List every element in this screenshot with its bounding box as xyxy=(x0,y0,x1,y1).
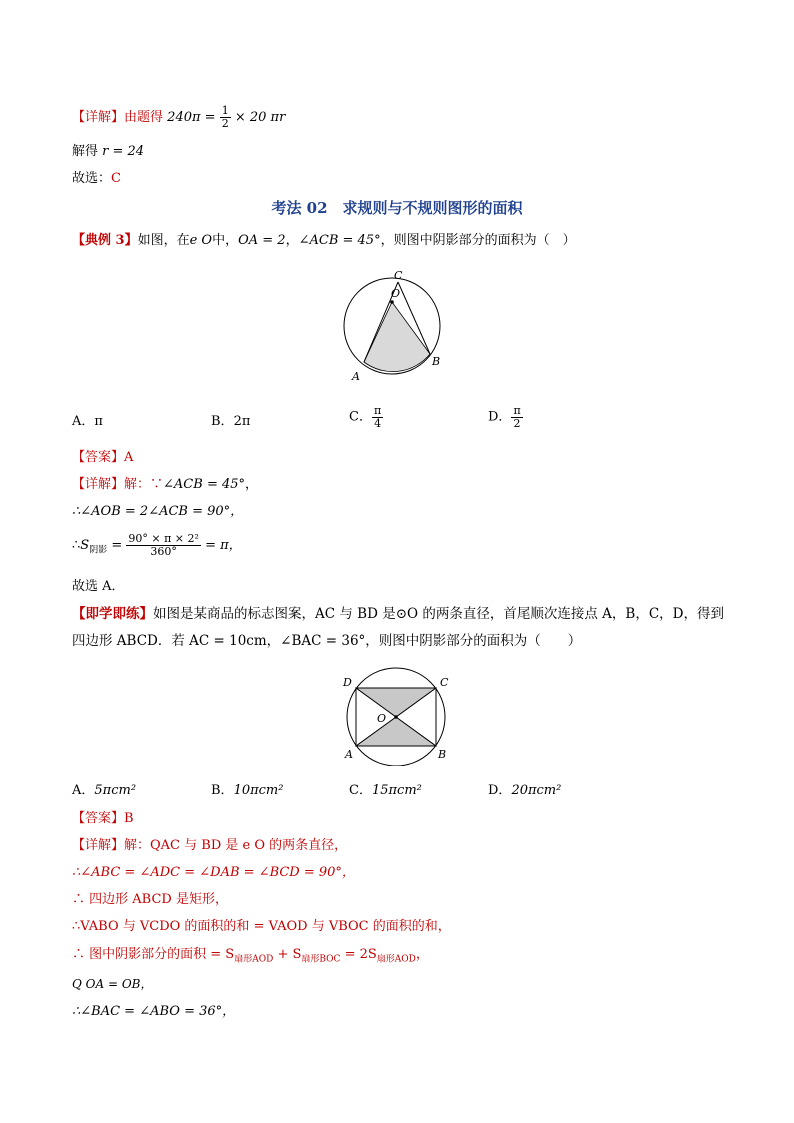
label-A: A xyxy=(352,370,360,383)
option-1-d: D． $\frac{\pi}{2}$ xyxy=(488,404,521,430)
shaded-triangle-bottom xyxy=(356,717,436,746)
label-A: A xyxy=(345,748,353,761)
option-2-c: C．15πcm² xyxy=(349,783,422,798)
detail-tag: 【详解】 xyxy=(72,110,125,125)
expr-left: 240π = xyxy=(167,110,216,125)
label-C: C xyxy=(440,676,449,689)
answer-2: 【答案】B xyxy=(72,811,134,826)
label-B: B xyxy=(432,355,441,368)
circle-sector-figure xyxy=(336,268,456,386)
rectangle-circle-figure xyxy=(336,666,456,766)
option-2-a: A．5πcm² xyxy=(72,783,137,798)
label-O: O xyxy=(391,287,401,300)
center-point xyxy=(394,715,398,719)
choose-line-1: 故选：C xyxy=(72,171,121,186)
shaded-sector xyxy=(364,302,430,372)
section-title: 考法 02 求规则与不规则图形的面积 xyxy=(271,199,523,217)
option-1-b: B．2π xyxy=(211,414,251,429)
option-2-b: B．10πcm² xyxy=(211,783,284,798)
fraction: $\frac{1}{2}$ xyxy=(221,104,229,130)
detail3-line-1: 【详解】解：QAC 与 BD 是 e O 的两条直径， xyxy=(72,838,348,853)
option-2-d: D．20πcm² xyxy=(488,783,562,798)
detail-line-1 xyxy=(72,105,285,130)
shaded-triangle-top xyxy=(356,688,436,717)
detail3-line-5: ∴ 图中阴影部分的面积 = $S_{扇形AOD} + S_{扇形BOC} = 2S_{扇形AOD}$， xyxy=(72,947,429,965)
expr-right: × 20 πr xyxy=(234,110,286,125)
choose-line-2: 故选 A． xyxy=(72,579,125,594)
label-D: D xyxy=(343,676,352,689)
detail2-line-1: 【详解】解：∵∠ACB = 45°， xyxy=(72,477,259,492)
center-point xyxy=(390,300,394,304)
option-1-c: C． $\frac{\pi}{4}$ xyxy=(349,404,382,430)
practice-line-2: 四边形 ABCD．若 AC = 10cm，∠BAC = 36°，则图中阴影部分的面积为（ ） xyxy=(72,633,582,649)
detail2-line-3: $\therefore S_{阴影}$ = $\frac{\text{90° × π × 2²}}{360^\circ}$ = π， xyxy=(72,532,242,558)
label-B: B xyxy=(438,748,447,761)
detail3-line-3: ∴ 四边形 ABCD 是矩形， xyxy=(72,892,228,907)
detail3-line-7: ∴∠BAC = ∠ABO = 36°， xyxy=(72,1004,236,1019)
example3-tag: 【典例 3】 xyxy=(72,233,138,248)
detail3-line-2: ∴∠ABC = ∠ADC = ∠DAB = ∠BCD = 90°， xyxy=(72,865,355,880)
solve-line: 解得 r = 24 xyxy=(72,144,145,159)
label-C: C xyxy=(394,269,403,282)
practice-line-1: 【即学即练】如图是某商品的标志图案，AC 与 BD 是⊙O 的两条直径，首尾顺次连接点 A，B，C，D，得到 xyxy=(72,606,724,622)
detail-text: 由题得 xyxy=(124,110,164,125)
label-O: O xyxy=(377,712,387,725)
example3-line: 【典例 3】如图，在e O中，OA = 2，∠ACB = 45°，则图中阴影部分的面积为（ ） xyxy=(72,233,576,248)
option-1-a: A．π xyxy=(72,414,103,429)
detail3-line-4: ∴VABO 与 VCDO 的面积的和 = VAOD 与 VBOC 的面积的和， xyxy=(72,919,451,934)
detail3-line-6: Q OA = OB， xyxy=(72,977,153,991)
detail2-line-2: ∴∠AOB = 2∠ACB = 90°， xyxy=(72,504,244,519)
answer-1: 【答案】A xyxy=(72,450,134,465)
